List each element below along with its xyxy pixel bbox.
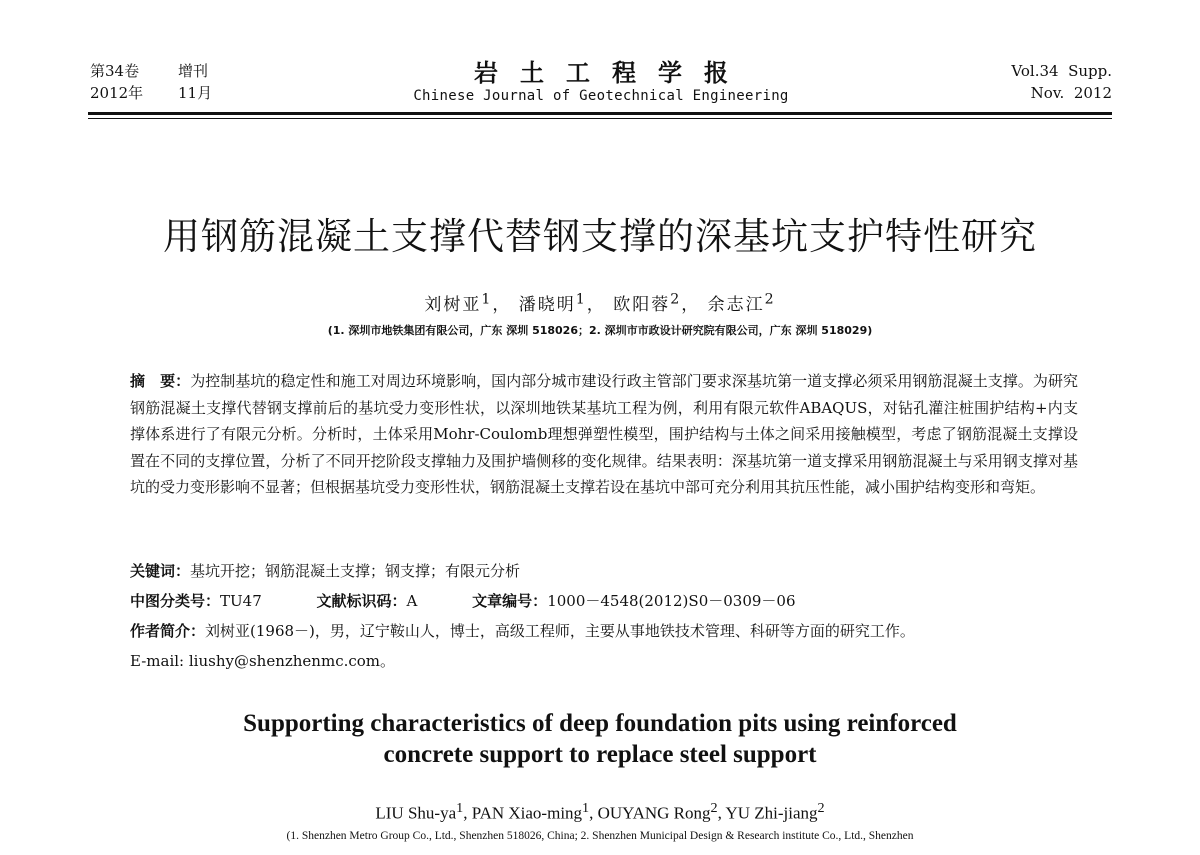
author-affiliation-mark: 2 bbox=[670, 291, 682, 308]
author-affiliation-mark: 2 bbox=[817, 800, 825, 816]
date-en: Nov. 2012 bbox=[1030, 84, 1112, 102]
author-name: 刘树亚 bbox=[424, 295, 482, 315]
article-number: 1000－4548(2012)S0－0309－06 bbox=[547, 592, 796, 610]
header-right bbox=[1011, 60, 1112, 104]
paper-title-en bbox=[0, 708, 1200, 770]
volume-en: Vol.34 Supp. bbox=[1011, 62, 1112, 80]
author-affiliation-mark: 2 bbox=[764, 291, 776, 308]
keywords-label: 关键词： bbox=[130, 562, 191, 580]
author-affiliation-mark: 1 bbox=[481, 291, 493, 308]
author-name-en: LIU Shu-ya bbox=[375, 803, 457, 823]
classification-line bbox=[130, 590, 1090, 612]
author-name-en: OUYANG Rong bbox=[597, 803, 711, 823]
clc-code: TU47 bbox=[220, 592, 262, 610]
author-affiliation-mark: 1 bbox=[575, 291, 587, 308]
author-name: 余志江 bbox=[707, 295, 765, 315]
month-cn: 11月 bbox=[178, 84, 213, 102]
authors-cn: 刘树亚$^1$， 潘晓明$^1$， 欧阳蓉$^2$， 余志江$^2$ bbox=[424, 291, 776, 315]
volume-cn: 第34卷 bbox=[90, 62, 140, 80]
author-bio-label: 作者简介： bbox=[130, 622, 206, 640]
author-affiliation-mark: 2 bbox=[710, 800, 718, 816]
article-number-label: 文章编号： bbox=[472, 592, 548, 610]
paper-title-en-line: concrete support to replace steel support bbox=[383, 741, 817, 768]
authors-en: LIU Shu-$ya^1$, PAN Xiao-ming$^1$, OUYANG Rong$^2$, YU Zhi-jiang$^2$ bbox=[375, 800, 825, 823]
header-rule-thin bbox=[88, 118, 1112, 119]
author-email: E-mail: liushy@shenzhenmc.com。 bbox=[130, 652, 396, 670]
author-bio-text: 刘树亚(1968－)，男，辽宁鞍山人，博士，高级工程师，主要从事地铁技术管理、科研等方面的研究工作。 bbox=[205, 622, 915, 640]
author-name: 欧阳蓉 bbox=[613, 295, 671, 315]
paper-title-en-line: Supporting characteristics of deep foundation pits using reinforced bbox=[243, 710, 957, 737]
issue-cn: 增刊 bbox=[178, 62, 209, 80]
journal-title bbox=[90, 60, 1112, 106]
author-affiliation-mark: 1 bbox=[456, 800, 464, 816]
keywords-text: 基坑开挖；钢筋混凝土支撑；钢支撑；有限元分析 bbox=[190, 562, 521, 580]
header-rule-thick bbox=[88, 112, 1112, 115]
abstract-label: 摘 要： bbox=[130, 372, 191, 390]
journal-title-cn: 岩土工程学报 bbox=[474, 58, 750, 87]
year-cn: 2012年 bbox=[90, 84, 144, 102]
clc-label: 中图分类号： bbox=[130, 592, 221, 610]
journal-title-en: Chinese Journal of Geotechnical Engineering bbox=[413, 88, 789, 104]
abstract-text: 为控制基坑的稳定性和施工对周边环境影响，国内部分城市建设行政主管部门要求深基坑第一道支撑必须采用钢筋混凝土支撑。为研究钢筋混凝土支撑代替钢支撑前后的基坑受力变形性状，以深圳地铁某基坑工程为例，利用有限元软件ABAQUS，对钻孔灌注桩围护结构+内支撑体系进行了有限元分析。分析时，土体采用Mohr-Coulomb理想弹塑性模型，围护结构与土体之间采用接触模型，考虑了钢筋混凝土支撑设置在不同的支撑位置，分析了不同开挖阶段支撑轴力及围护墙侧移的变化规律。结果表明：深基坑第一道支撑采用钢筋混凝土与采用钢支撑对基坑的受力变形影响不显著；但根据基坑受力变形性状，钢筋混凝土支撑若设在基坑中部可充分利用其抗压性能，减小围护结构变形和弯矩。 bbox=[130, 372, 1078, 496]
author-name: 潘晓明 bbox=[518, 295, 576, 315]
author-affiliation-mark: 1 bbox=[582, 800, 590, 816]
doc-code: A bbox=[406, 592, 418, 610]
journal-header bbox=[90, 60, 1112, 108]
affiliation-en: (1. Shenzhen Metro Group Co., Ltd., Shenzhen 518026, China; 2. Shenzhen Municipal Design & Research institute Co., Ltd., Shenzhen bbox=[286, 830, 914, 842]
abstract-cn bbox=[130, 368, 1078, 501]
paper-title-cn: 用钢筋混凝土支撑代替钢支撑的深基坑支护特性研究 bbox=[163, 215, 1037, 258]
doc-code-label: 文献标识码： bbox=[316, 592, 407, 610]
keywords bbox=[130, 560, 1090, 582]
author-name-en: YU Zhi-jiang bbox=[725, 803, 818, 823]
affiliation-cn: (1. 深圳市地铁集团有限公司，广东 深圳 518026；2. 深圳市市政设计研究院有限公司，广东 深圳 518029) bbox=[327, 324, 873, 337]
author-name-en: PAN Xiao-ming bbox=[471, 803, 583, 823]
author-bio bbox=[130, 620, 1090, 642]
